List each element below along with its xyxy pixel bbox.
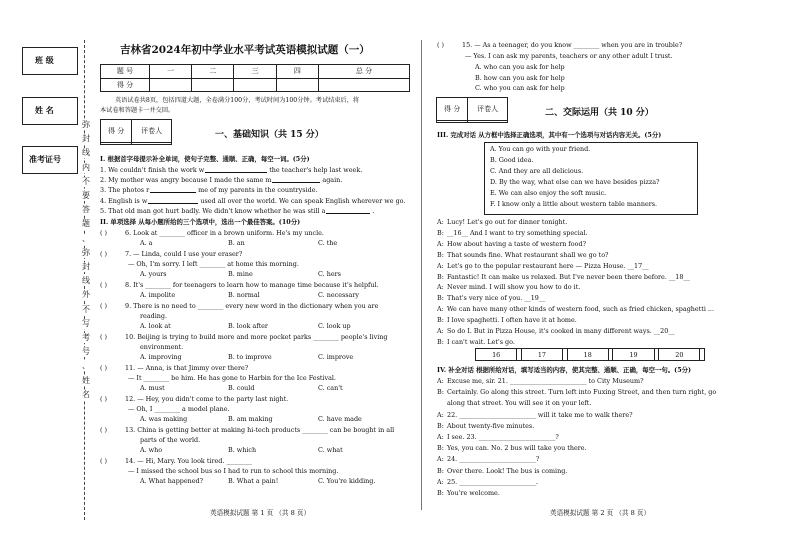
speaker-label: B: <box>437 250 444 259</box>
option-c: C. the <box>318 239 338 248</box>
answer-blank[interactable] <box>148 203 198 204</box>
exam-note: 英语试卷共8页，包括四道大题，全卷满分100分，考试时间为100分钟。考试结束后，将 <box>115 97 360 104</box>
seal-char: 不 <box>82 176 90 186</box>
option-b: B. look after <box>228 322 268 330</box>
option-b: B. could <box>228 384 255 392</box>
box-option-c: C. And they are all delicious. <box>490 167 584 175</box>
option-c: C. improve <box>318 353 354 361</box>
score-row-label: 得 分 <box>101 78 150 92</box>
question-text: — I missed the school bus so I had to run to school this morning. <box>128 466 339 475</box>
seal-char: 号 <box>82 347 90 357</box>
fill-item-text: used all over the world. We can speak English wherever we go. <box>200 196 406 205</box>
dialogue-line: I see. 23. ________________________? <box>447 433 559 441</box>
speaker-label: A: <box>437 305 444 314</box>
dialogue-line: We can have many other kinds of western food, such as fried chicken, spaghetti ... <box>447 305 714 314</box>
fill-item-text: 1. We couldn't finish the work w <box>100 166 205 174</box>
section1-title: 一、基础知识（共 15 分） <box>215 130 324 140</box>
speaker-label: B: <box>437 388 444 397</box>
answer-number: 20 <box>659 349 700 361</box>
question-text: 9. There is no need to ________ every new word in the dictionary when you are <box>125 301 379 310</box>
bracket: ( ) <box>100 394 108 403</box>
part1-heading: I. 根据首字母提示补全单词，使句子完整、通顺、正确，每空一词。(5分) <box>100 155 310 163</box>
speaker-label: B: <box>437 228 444 237</box>
bracket: ( ) <box>437 41 445 49</box>
seal-char: 封 <box>82 262 90 271</box>
name-label: 姓 名 <box>35 105 54 115</box>
option-b: B. normal <box>228 291 260 299</box>
score-table <box>100 64 410 92</box>
grader-label: 评卷人 <box>468 98 508 121</box>
dialogue-line: Fantastic! It can make us relaxed. But I've never been there before. __18__ <box>447 272 690 281</box>
fill-item-text: 4. English is w <box>100 196 148 205</box>
bracket: ( ) <box>100 280 108 289</box>
seal-char: 线 <box>82 148 90 158</box>
exam-id-label: 准考证号 <box>29 154 61 164</box>
option-a: A. What happened? <box>140 477 204 485</box>
question-text: 8. It's ________ for teenagers to learn how to manage time because it's helpful. <box>125 280 379 289</box>
answer-table <box>475 348 705 361</box>
speaker-label: A: <box>437 327 444 335</box>
option-b: B. am making <box>228 415 273 423</box>
question-text: 7. — Linda, could I use your eraser? <box>125 249 243 258</box>
option-a: A. impolite <box>140 291 176 299</box>
seal-char: 封 <box>82 134 90 144</box>
part2-heading: II. 单项选择 从每小题所给的三个选项中，选出一个最佳答案。(10分) <box>100 218 301 226</box>
option-c: C. what <box>318 446 343 454</box>
question-text: parts of the world. <box>140 435 201 444</box>
dialogue-line: Excuse me, sir. 21. ________________________ to City Museum? <box>447 377 644 385</box>
grader-cell <box>101 142 132 144</box>
seal-char: 写 <box>82 318 90 328</box>
seal-char: 不 <box>82 304 90 314</box>
box-option-f: F. I know only a little about western table manners. <box>490 200 658 208</box>
dialogue-line: 24. ________________________? <box>447 455 540 464</box>
question-text: reading. <box>140 311 168 320</box>
speaker-label: B: <box>437 421 444 430</box>
speaker-label: A: <box>437 455 444 464</box>
seal-char: 、 <box>82 233 90 243</box>
question-text: 15. — As a teenager, do you know ________ when you are in trouble? <box>462 41 683 49</box>
speaker-label: B: <box>437 466 444 475</box>
speaker-label: A: <box>437 477 444 486</box>
dialogue-line: I can't wait. Let's go. <box>447 337 515 346</box>
question-text: — It ________ be him. He has gone to Harbin for the Ice Festival. <box>128 373 336 382</box>
seal-char: 答 <box>82 205 90 215</box>
page-divider <box>421 40 422 510</box>
question-text: — Oh, I ________ a model plane. <box>128 404 230 413</box>
question-text: 11. — Anna, is that Jimmy over there? <box>125 363 249 372</box>
dialogue-line: Certainly. Go along this street. Turn left into Fuxing Street, and then turn right, go <box>447 388 717 397</box>
option-a: A. was making <box>140 415 188 423</box>
dialogue-line: Over there. Look! The bus is coming. <box>447 466 568 475</box>
bracket: ( ) <box>100 301 108 310</box>
score-header: 三 <box>234 65 276 79</box>
fill-item-text: 2. My mother was angry because I made the same m <box>100 176 272 185</box>
grader-score-label: 得 分 <box>437 98 468 121</box>
bracket: ( ) <box>100 332 108 341</box>
dialogue-line: About twenty-five minutes. <box>447 421 535 430</box>
dialogue-line: __16__ And I want to try something special. <box>447 228 588 237</box>
grader-cell <box>468 120 508 122</box>
score-header: 四 <box>276 65 318 79</box>
answer-blank[interactable] <box>326 213 370 214</box>
seal-char: 弥 <box>82 247 90 257</box>
seal-char: 要 <box>82 191 90 200</box>
score-cell <box>318 78 409 92</box>
dialogue-line: That's very nice of you. __19__ <box>447 294 546 303</box>
seal-char: 姓 <box>82 375 90 385</box>
option-c: C. who you can ask for help <box>475 84 565 92</box>
question-text: 13. China is getting better at making hi-tech products ________ can be bought in all <box>125 425 395 434</box>
speaker-label: B: <box>437 272 444 281</box>
answer-number: 16 <box>476 349 517 361</box>
option-c: C. look up <box>318 322 351 330</box>
option-c: C. can't <box>318 384 343 392</box>
score-header: 总 分 <box>318 65 409 79</box>
seal-char: 外 <box>82 290 90 300</box>
section2-title: 二、交际运用（共 10 分） <box>545 108 654 118</box>
question-text: 6. Look at ________ officer in a brown uniform. He's my uncle. <box>125 229 324 237</box>
option-b: B. mine <box>228 270 253 279</box>
name-box <box>22 97 78 125</box>
bracket: ( ) <box>100 425 108 434</box>
part3-heading: III. 完成对话 从方框中选择正确选项，其中有一个选项与对话内容无关。(5分) <box>437 131 662 139</box>
answer-blank[interactable] <box>150 192 196 193</box>
dialogue-line: 25. ________________________. <box>447 477 538 486</box>
grader-cell <box>437 120 468 122</box>
seal-char: 线 <box>82 276 90 286</box>
score-cell <box>234 78 276 92</box>
score-header: 题 号 <box>101 65 150 79</box>
bracket: ( ) <box>100 363 108 372</box>
grader-cell <box>132 142 172 144</box>
bracket: ( ) <box>100 456 108 465</box>
grader-box-1 <box>100 119 172 145</box>
dialogue-line: That sounds fine. What restaurant shall we go to? <box>447 250 609 259</box>
answer-cell[interactable] <box>700 349 705 361</box>
dialogue-line: 22. ________________________ will it take me to walk there? <box>447 410 633 419</box>
answer-blank[interactable] <box>205 172 267 173</box>
score-cell <box>276 78 318 92</box>
page-title: 吉林省2024年初中学业水平考试英语模拟试题（一） <box>120 44 370 56</box>
score-cell <box>150 78 192 92</box>
dialogue-line: You're welcome. <box>447 489 500 497</box>
seal-char: 弥 <box>82 120 90 129</box>
speaker-label: A: <box>437 433 444 441</box>
option-a: A. look at <box>140 322 171 330</box>
option-b: B. What a pain! <box>228 477 279 485</box>
speaker-label: B: <box>437 489 444 497</box>
speaker-label: A: <box>437 283 444 292</box>
option-c: C. You're kidding. <box>318 477 376 485</box>
fill-item-text: . <box>372 206 375 215</box>
score-header: 二 <box>192 65 234 79</box>
fill-item-text: me of my parents in the countryside. <box>198 186 318 195</box>
answer-number: 19 <box>613 349 654 361</box>
dialogue-line: Let's go to the popular restaurant here — Pizza House. __17__ <box>447 261 649 270</box>
option-c: C. hers <box>318 270 341 279</box>
dialogue-line: I love spaghetti. I often have it at home. <box>447 316 577 325</box>
question-text: — Oh, I'm sorry. I left ________ at home this morning. <box>128 260 299 268</box>
bracket: ( ) <box>100 229 108 237</box>
seal-char: 内 <box>82 162 90 172</box>
answer-blank[interactable] <box>272 182 320 183</box>
fill-item-text: 3. The photos r <box>100 186 150 195</box>
option-a: A. who <box>140 446 163 454</box>
footer-left: 英语模拟试题 第 1 页 （共 8 页） <box>210 509 311 517</box>
dialogue-line: along that street. You will see it on your left. <box>447 399 592 408</box>
speaker-label: B: <box>437 337 444 346</box>
question-text: 10. Beijing is trying to build more and more pocket parks ________ people's living <box>125 332 388 341</box>
dialogue-line: How about having a taste of western food? <box>447 239 586 248</box>
speaker-label: B: <box>437 294 444 303</box>
dialogue-line: So do I. But in Pizza House, it's cooked in many different ways. __20__ <box>447 327 675 335</box>
exam-note: 本试卷和答题卡一并交回。 <box>100 107 175 114</box>
fill-item-text: again. <box>322 176 343 185</box>
seal-char: 、 <box>82 361 90 371</box>
dialogue-line: Lucy! Let's go out for dinner tonight. <box>447 218 568 226</box>
option-b: B. how can you ask for help <box>475 73 565 82</box>
bracket: ( ) <box>100 249 108 258</box>
exam-id-box <box>22 146 78 174</box>
question-text: — Yes. I can ask my parents, teachers or any other adult I trust. <box>465 52 673 60</box>
class-box <box>22 47 78 75</box>
speaker-label: A: <box>437 218 444 226</box>
option-c: C. necessary <box>318 291 360 299</box>
option-b: B. an <box>228 239 245 248</box>
score-cell <box>192 78 234 92</box>
box-option-d: D. By the way, what else can we have besides pizza? <box>490 178 660 186</box>
option-c: C. have made <box>318 415 362 423</box>
class-label: 班 级 <box>35 55 54 65</box>
option-b: B. which <box>228 446 257 454</box>
answer-number: 17 <box>521 349 562 361</box>
question-text: environment. <box>140 342 184 351</box>
grader-label: 评卷人 <box>132 120 172 143</box>
speaker-label: A: <box>437 377 444 385</box>
grader-score-label: 得 分 <box>101 120 132 143</box>
speaker-label: A: <box>437 261 444 270</box>
option-a: A. yours <box>140 270 167 279</box>
seal-char: 考 <box>82 333 90 342</box>
speaker-label: A: <box>437 410 444 419</box>
option-a: A. a <box>140 239 153 248</box>
speaker-label: A: <box>437 239 444 248</box>
fill-item-text: the teacher's help last week. <box>269 166 363 174</box>
part4-heading: IV. 补全对话 根据所给对话，填写适当的内容，使其完整、通顺、正确，每空一句。(5分) <box>437 366 692 374</box>
dialogue-line: Never mind. I will show you how to do it. <box>447 283 581 292</box>
seal-char: 题 <box>82 219 90 229</box>
box-option-a: A. You can go with your friend. <box>490 145 591 153</box>
seal-char: 名 <box>82 389 90 399</box>
dialogue-line: Yes, you can. No. 2 bus will take you there. <box>447 444 587 453</box>
option-a: A. must <box>140 384 165 392</box>
option-a: A. who can you ask for help <box>475 63 565 71</box>
question-text: 12. — Hey, you didn't come to the party last night. <box>125 394 289 403</box>
grader-box-2 <box>436 97 508 123</box>
score-header: 一 <box>150 65 192 79</box>
speaker-label: B: <box>437 316 444 325</box>
option-b: B. to improve <box>228 353 272 361</box>
box-option-b: B. Good idea. <box>490 156 534 164</box>
answer-number: 18 <box>567 349 608 361</box>
footer-right: 英语模拟试题 第 2 页 （共 8 页） <box>550 509 651 517</box>
option-a: A. improving <box>140 353 182 361</box>
speaker-label: B: <box>437 444 444 453</box>
fill-item-text: 5. That old man got hurt badly. We didn't know whether he was still a <box>100 206 326 215</box>
question-text: 14. — Hi, Mary. You look tired. ________ <box>125 456 252 465</box>
box-option-e: E. We can also enjoy the soft music. <box>490 189 607 197</box>
